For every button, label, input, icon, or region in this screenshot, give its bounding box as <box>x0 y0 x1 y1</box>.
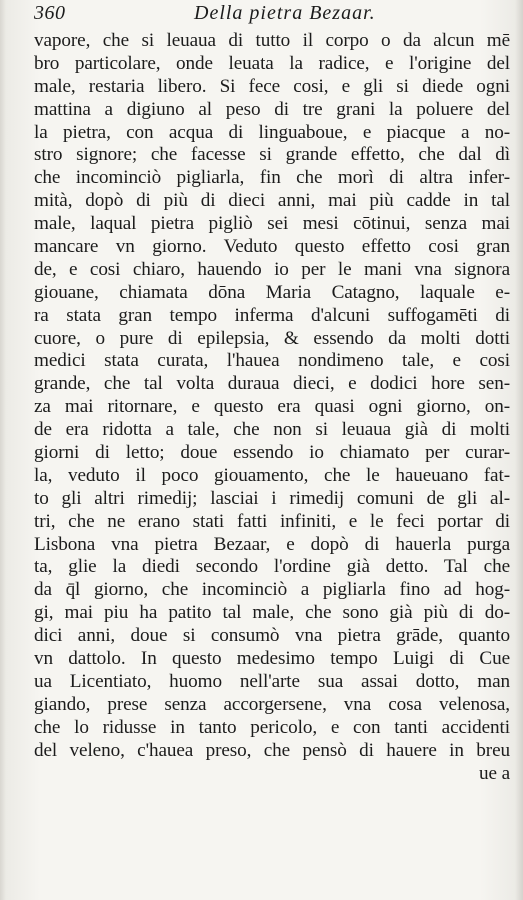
text-line: da q̄l giorno, che incominciò a pigliarla fino ad hog- <box>34 579 510 601</box>
text-line: mità, dopò di più di dieci anni, mai più cadde in tal <box>34 190 510 212</box>
page-header <box>34 0 514 28</box>
text-line: la pietra, con acqua di linguaboue, e piacque a no- <box>34 121 510 143</box>
text-line: giando, prese senza accorgersene, vna cosa velenosa, <box>34 693 510 715</box>
text-line: giorni di letto; doue essendo io chiamato per curar- <box>34 442 510 464</box>
text-line: la, veduto il poco giouamento, che le haueuano fat- <box>34 464 510 486</box>
text-line: gi, mai piu ha patito tal male, che sono già più di do- <box>34 602 510 624</box>
text-line: stro signore; che facesse si grande effetto, che dal dì <box>34 144 510 166</box>
text-line: male, laqual pietra pigliò sei mesi cōtinui, senza mai <box>34 213 510 235</box>
body-text <box>34 30 510 785</box>
text-line: che incominciò pigliarla, fin che morì di altra infer- <box>34 167 510 189</box>
text-line: che lo ridusse in tanto pericolo, e con tanti accidenti <box>34 716 510 738</box>
text-line: dici anni, doue si consumò vna pietra grāde, quanto <box>34 625 510 647</box>
page-number: 360 <box>34 2 66 24</box>
text-line: giouane, chiamata dōna Maria Catagno, laquale e- <box>34 281 510 303</box>
text-line: medici stata curata, l'hauea nondimeno tale, e cosi <box>34 350 510 372</box>
text-line: male, restaria libero. Si fece cosi, e gli si diede ogni <box>34 75 510 97</box>
text-line: mattina a digiuno al peso di tre grani la poluere del <box>34 98 510 120</box>
text-line: bro particolare, onde leuata la radice, e l'origine del <box>34 52 510 74</box>
text-line: de era ridotta a tale, che non si leuaua già di molti <box>34 419 510 441</box>
text-line: tri, che ne erano stati fatti infiniti, e le feci portar di <box>34 510 510 532</box>
text-line: del veleno, c'hauea preso, che pensò di hauere in breu <box>34 739 510 761</box>
text-line: ra stata gran tempo inferma d'alcuni suffogamēti di <box>34 304 510 326</box>
text-line: to gli altri rimedij; lasciai i rimedij comuni de gli al- <box>34 487 510 509</box>
catchword: ue a <box>478 762 510 784</box>
text-line: cuore, o pure di epilepsia, & essendo da molti dotti <box>34 327 510 349</box>
text-line: mancare vn giorno. Veduto questo effetto cosi gran <box>34 236 510 258</box>
text-line: vapore, che si leuaua di tutto il corpo o da alcun mē <box>34 30 510 51</box>
text-line: de, e cosi chiaro, hauendo io per le mani vna signora <box>34 258 510 280</box>
running-title: Della pietra Bezaar. <box>194 2 376 24</box>
text-line: ta, glie la diedi secondo l'ordine già detto. Tal che <box>34 556 510 578</box>
text-line: za mai ritornare, e questo era quasi ogni giorno, on- <box>34 396 510 418</box>
text-line: Lisbona vna pietra Bezaar, e dopò di hauerla purga <box>34 533 510 555</box>
text-line: grande, che tal volta duraua dieci, e dodici hore sen- <box>34 373 510 395</box>
text-line: vn dattolo. In questo medesimo tempo Luigi di Cue <box>34 648 510 670</box>
text-line: ua Licentiato, huomo nell'arte sua assai dotto, man <box>34 670 510 692</box>
